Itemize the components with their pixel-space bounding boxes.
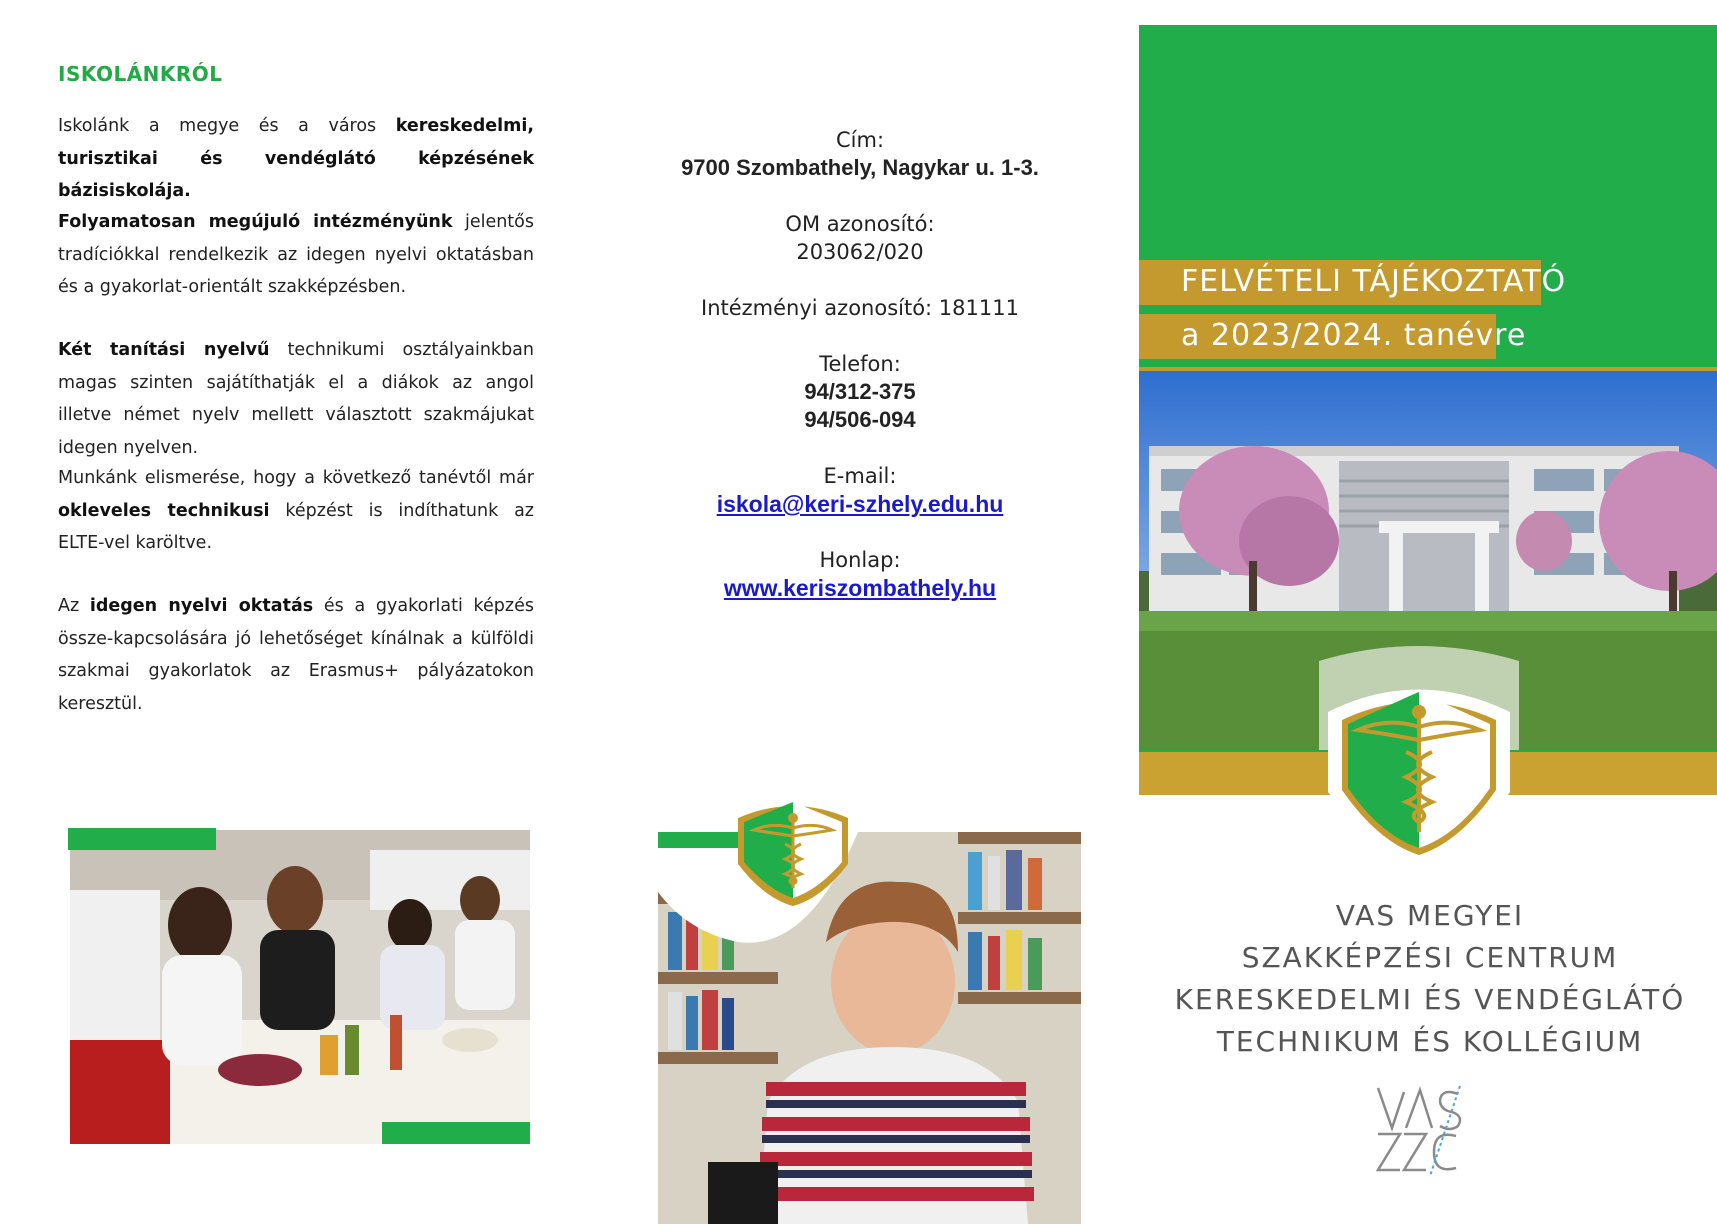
shield-logo: [1318, 672, 1520, 870]
student-photo: [658, 832, 1081, 1224]
green-accent-bottom: [382, 1122, 530, 1144]
paragraph-recognition: Munkánk elismerése, hogy a következő tanévtől már okleveles technikusi képzést is indíthatunk az ELTE-vel karöltve.: [58, 468, 534, 553]
paragraph-erasmus: Az idegen nyelvi oktatás és a gyakorlati képzés össze-kapcsolására jó lehetőséget kínálnak a külföldi szakmai gyakorlatok az Erasmus+ pályázatokon keresztül.: [58, 596, 534, 714]
paragraph-bilingual: Két tanítási nyelvű technikumi osztályainkban magas szinten sajátíthatják el a diákok az angol illetve német nyelv mellett választott szakmájukat idegen nyelven.: [58, 340, 534, 458]
organization-name: [1160, 895, 1700, 1063]
web-link[interactable]: www.keriszombathely.hu: [723, 575, 997, 601]
institution-id: Intézményi azonosító: 181111: [701, 296, 1019, 320]
paragraph-intro: Iskolánk a megye és a város kereskedelmi, turisztikai és vendéglátó képzésének bázisiskolája.: [58, 116, 534, 201]
phone-label: Telefon:: [819, 352, 901, 376]
green-accent-top: [68, 828, 216, 850]
web-label: Honlap:: [819, 548, 901, 572]
phone-1: 94/312-375: [804, 379, 916, 404]
cover-title: FELVÉTELI TÁJÉKOZTATÓ: [1181, 264, 1567, 299]
phone-2: 94/506-094: [804, 407, 916, 432]
org-line-1: VAS MEGYEI: [1335, 899, 1525, 932]
cover-subtitle: a 2023/2024. tanévre: [1181, 318, 1527, 353]
org-line-3: KERESKEDELMI ÉS VENDÉGLÁTÓ: [1174, 983, 1686, 1016]
vaszc-logo: [1370, 1084, 1470, 1176]
org-line-2: SZAKKÉPZÉSI CENTRUM: [1241, 941, 1619, 974]
email-link[interactable]: iskola@keri-szhely.edu.hu: [716, 491, 1004, 517]
paragraph-renewal: Folyamatosan megújuló intézményünk jelentős tradíciókkal rendelkezik az idegen nyelvi oktatásban és a gyakorlat-orientált szakképzésben.: [58, 212, 534, 297]
contact-block: [640, 126, 1080, 602]
cooking-class-photo: [70, 830, 530, 1144]
org-line-4: TECHNIKUM ÉS KOLLÉGIUM: [1216, 1025, 1644, 1058]
email-label: E-mail:: [823, 464, 897, 488]
address-label: Cím:: [835, 128, 885, 152]
section-heading: ISKOLÁNKRÓL: [58, 62, 223, 86]
om-label: OM azonosító:: [785, 212, 935, 236]
om-value: 203062/020: [796, 240, 924, 264]
address-value: 9700 Szombathely, Nagykar u. 1-3.: [681, 155, 1039, 180]
small-shield-logo: [730, 796, 856, 908]
